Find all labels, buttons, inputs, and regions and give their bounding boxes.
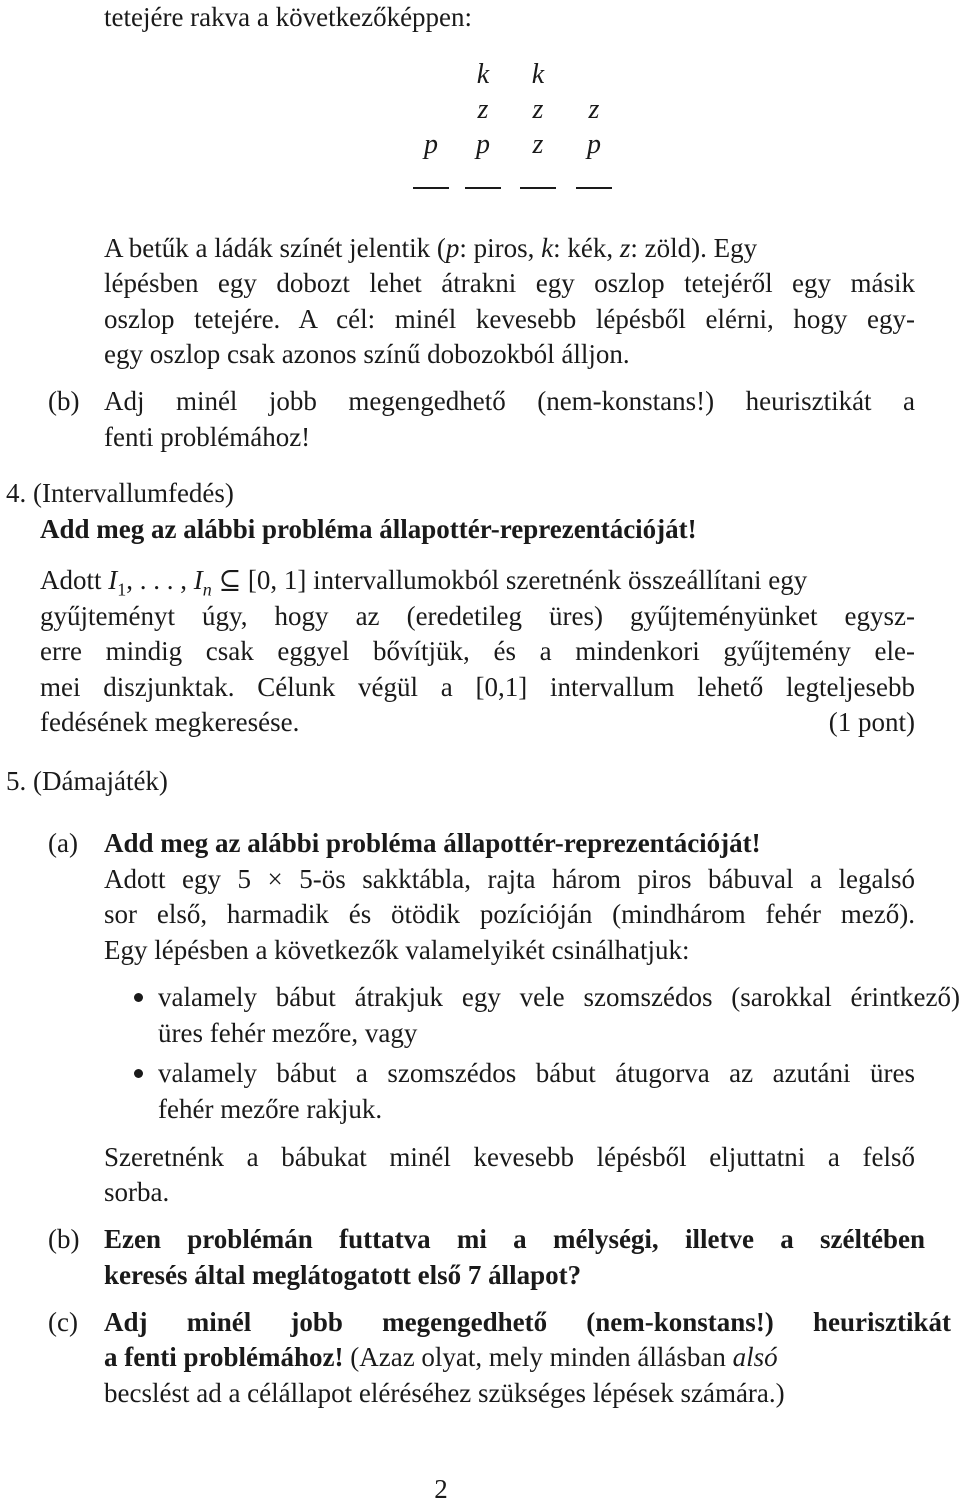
q4-line2: gyűjteményt úgy, hogy az (eredetileg üres) gyűjteményünket egysz- <box>40 601 915 631</box>
q5a-line3: Egy lépésben a következők valamelyikét csinálhatjuk: <box>104 935 690 965</box>
bullet-icon <box>134 1069 143 1078</box>
bullet-icon <box>134 993 143 1002</box>
stack-col3-box2: z <box>532 94 544 125</box>
q3a-line1: A betűk a ládák színét jelentik (p: piros, k: kék, z: zöld). Egy <box>104 233 758 263</box>
intro-line: tetejére rakva a következőképpen: <box>104 2 473 32</box>
q5-title: 5. (Dámajáték) <box>6 766 168 796</box>
stack-col4-box2: z <box>588 94 600 125</box>
q3b-label: (b) <box>48 386 80 416</box>
stack-col3-box3: k <box>531 59 545 90</box>
q3b-line1: Adj minél jobb megengedhető (nem-konstans!) heurisztikát a <box>104 386 915 416</box>
q4-heading: Add meg az alábbi probléma állapottér-reprezentációját! <box>40 514 697 544</box>
q5a-label: (a) <box>48 828 78 858</box>
q3b-line2: fenti problémához! <box>104 422 311 452</box>
stack-base-3 <box>520 187 556 189</box>
q5c-line2: a fenti problémához! (Azaz olyat, mely minden állásban alsó <box>104 1342 778 1372</box>
stack-col2-box1: p <box>476 129 490 160</box>
q5b-line1: Ezen problémán futtatva mi a mélységi, illetve a széltében <box>104 1224 925 1254</box>
stack-col1-box1: p <box>424 129 438 160</box>
q5c-label: (c) <box>48 1307 78 1337</box>
stack-col4-box1: p <box>587 129 601 160</box>
q3a-line2: lépésben egy dobozt lehet átrakni egy oszlop tetejéről egy másik <box>104 268 915 298</box>
q4-line1: Adott $I_1$, . . . , $I_n$ ⊆ [0, 1] intervallumokból szeretnénk összeállítani egy <box>40 565 808 600</box>
stack-col2-box3: k <box>476 59 490 90</box>
q5a-bullet1-line1: valamely bábut átrakjuk egy vele szomszédos (sarokkal érintkező) <box>158 982 960 1012</box>
q4-points: (1 pont) <box>828 707 915 737</box>
q5c-line3: becslést ad a célállapot eléréséhez szükséges lépések számára.) <box>104 1378 785 1408</box>
q5a-line4: Szeretnénk a bábukat minél kevesebb lépésből eljuttatni a felső <box>104 1142 915 1172</box>
q4-line4: mei diszjunktak. Célunk végül a [0,1] intervallum lehető legteljesebb <box>40 672 915 702</box>
stack-col3-box1: z <box>532 129 544 160</box>
q3a-line3: oszlop tetejére. A cél: minél kevesebb lépésből elérni, hogy egy- <box>104 304 915 334</box>
q5b-line2: keresés által meglátogatott első 7 állapot? <box>104 1260 582 1290</box>
q5a-line5: sorba. <box>104 1177 170 1207</box>
stack-base-1 <box>413 187 449 189</box>
stack-base-4 <box>576 187 612 189</box>
q5a-line2: sor első, harmadik és ötödik pozícióján (mindhárom fehér mező). <box>104 899 915 929</box>
q4-line5: fedésének megkeresése. <box>40 707 300 737</box>
q5a-bullet2-line2: fehér mezőre rakjuk. <box>158 1094 383 1124</box>
q5b-label: (b) <box>48 1224 80 1254</box>
q5a-line1: Adott egy 5 × 5-ös sakktábla, rajta három piros bábuval a legalsó <box>104 864 915 894</box>
q5a-heading: Add meg az alábbi probléma állapottér-reprezentációját! <box>104 828 761 858</box>
page-number: 2 <box>434 1474 448 1504</box>
q5c-line1: Adj minél jobb megengedhető (nem-konstans!) heurisztikát <box>104 1307 951 1337</box>
q4-title: 4. (Intervallumfedés) <box>6 478 234 508</box>
q3a-line4: egy oszlop csak azonos színű dobozokból álljon. <box>104 339 630 369</box>
q5a-bullet2-line1: valamely bábut a szomszédos bábut átugorva az azutáni üres <box>158 1058 915 1088</box>
stack-col2-box2: z <box>477 94 489 125</box>
stack-base-2 <box>465 187 501 189</box>
q5a-bullet1-line2: üres fehér mezőre, vagy <box>158 1018 418 1048</box>
q4-line3: erre mindig csak eggyel bővítjük, és a mindenkori gyűjtemény ele- <box>40 636 915 666</box>
